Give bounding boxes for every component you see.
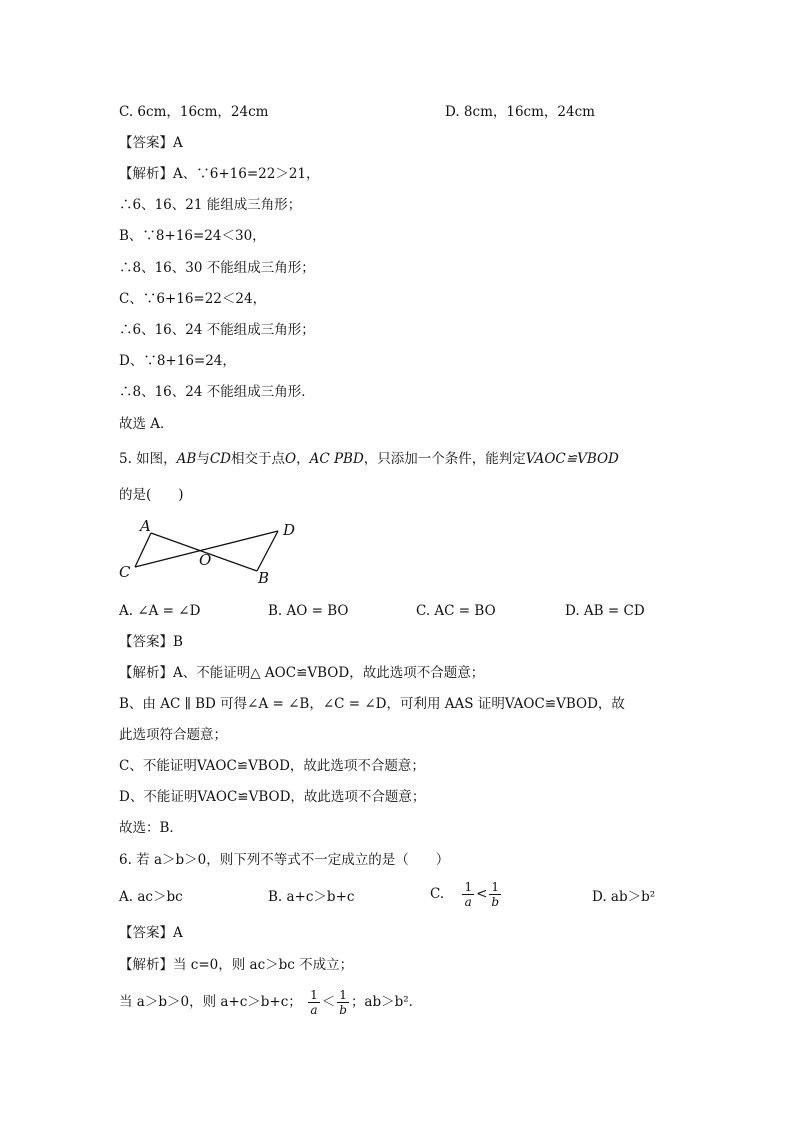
q6-analysis-2 — [119, 988, 422, 1017]
q5-option-b: B. AO = BO — [268, 603, 349, 619]
fraction-1-over-a: $\frac{1}{a}$ — [464, 880, 473, 909]
fraction-1-over-a: $\frac{1}{a}$ — [310, 988, 318, 1017]
q5-stem-line2: 的是( ) — [119, 487, 184, 503]
q6-option-b: B. a+c＞b+c — [268, 889, 355, 905]
q4-option-d: D. 8cm，16cm，24cm — [445, 104, 595, 120]
segment-bd — [257, 531, 278, 571]
segment-ac — [135, 533, 151, 567]
q6-option-a: A. ac＞bc — [119, 889, 183, 905]
q5-analysis-2: B、由 AC ∥ BD 可得∠A = ∠B，∠C = ∠D，可利用 AAS 证明VAOC≌VBOD，故 — [119, 696, 625, 712]
fraction-1-over-b: $\frac{1}{b}$ — [491, 880, 500, 909]
q5-cd: CD — [209, 451, 231, 467]
q5-analysis-3: 此选项符合题意； — [119, 727, 227, 743]
q4-analysis-line: 故选 A． — [119, 415, 174, 432]
q5-option-d: D. AB = CD — [565, 603, 645, 619]
q5-parallel: AC PBD — [309, 451, 364, 467]
q5-stem-text: 相交于点 — [231, 451, 285, 467]
label-o: O — [199, 551, 212, 569]
q5-option-c: C. AC = BO — [416, 603, 496, 619]
label-a: A — [140, 517, 151, 535]
q5-ab: AB — [176, 451, 197, 467]
q5-answer: 【答案】B — [119, 634, 183, 650]
q4-option-c: C. 6cm，16cm，24cm — [119, 104, 269, 120]
label-c: C — [119, 563, 131, 581]
q5-analysis-1: 【解析】A、不能证明△ AOC≌VBOD，故此选项不合题意； — [119, 665, 485, 681]
q4-analysis-line: D、∵8+16=24， — [119, 353, 236, 370]
q5-stem-text: ， — [296, 451, 310, 467]
fraction-1-over-b: $\frac{1}{b}$ — [339, 988, 347, 1017]
q5-stem-text: ，只添加一个条件，能判定 — [363, 451, 526, 467]
q5-o: O — [285, 451, 297, 467]
q5-option-a: A. ∠A = ∠D — [119, 603, 201, 619]
q4-analysis-line: ∴6、16、21 能组成三角形； — [119, 197, 302, 214]
q4-analysis-line: ∴8、16、30 不能组成三角形； — [119, 259, 315, 276]
less-than: ＜ — [321, 994, 336, 1010]
q4-analysis-line: ∴8、16、24 不能组成三角形． — [119, 384, 315, 401]
q6-option-c-prefix: C. — [430, 886, 445, 902]
q4-answer: 【答案】A — [119, 135, 183, 151]
label-b: B — [258, 569, 270, 587]
q6-option-c — [430, 880, 503, 909]
q4-analysis-line: B、∵8+16=24＜30， — [119, 228, 266, 245]
q5-analysis-5: D、不能证明VAOC≌VBOD，故此选项不合题意； — [119, 789, 426, 805]
q6-analysis-1: 【解析】当 c=0，则 ac＞bc 不成立； — [119, 957, 354, 973]
q5-stem-line1 — [119, 450, 619, 468]
q6-analysis-2-tail: ；ab＞b²． — [350, 994, 423, 1010]
q5-figure — [115, 515, 315, 590]
q4-analysis-line: 【解析】A、∵6+16=22＞21， — [119, 166, 320, 182]
q5-analysis-4: C、不能证明VAOC≌VBOD，故此选项不合题意； — [119, 758, 425, 774]
q5-stem-text: 5. 如图， — [119, 451, 177, 467]
q6-option-d: D. ab＞b² — [592, 889, 656, 905]
q5-congruence: VAOC≌VBOD — [525, 451, 619, 467]
q6-stem: 6. 若 a＞b＞0，则下列不等式不一定成立的是（ ） — [119, 852, 450, 868]
q6-analysis-2-text: 当 a＞b＞0，则 a+c＞b+c； — [119, 994, 302, 1010]
q4-analysis-line: ∴6、16、24 不能组成三角形； — [119, 322, 315, 338]
q5-analysis-6: 故选：B． — [119, 820, 183, 836]
label-d: D — [283, 521, 296, 539]
q4-analysis-line: C、∵6+16=22＜24， — [119, 290, 267, 307]
q6-answer: 【答案】A — [119, 925, 183, 941]
less-than: < — [476, 886, 488, 902]
q5-stem-text: 与 — [196, 451, 210, 467]
